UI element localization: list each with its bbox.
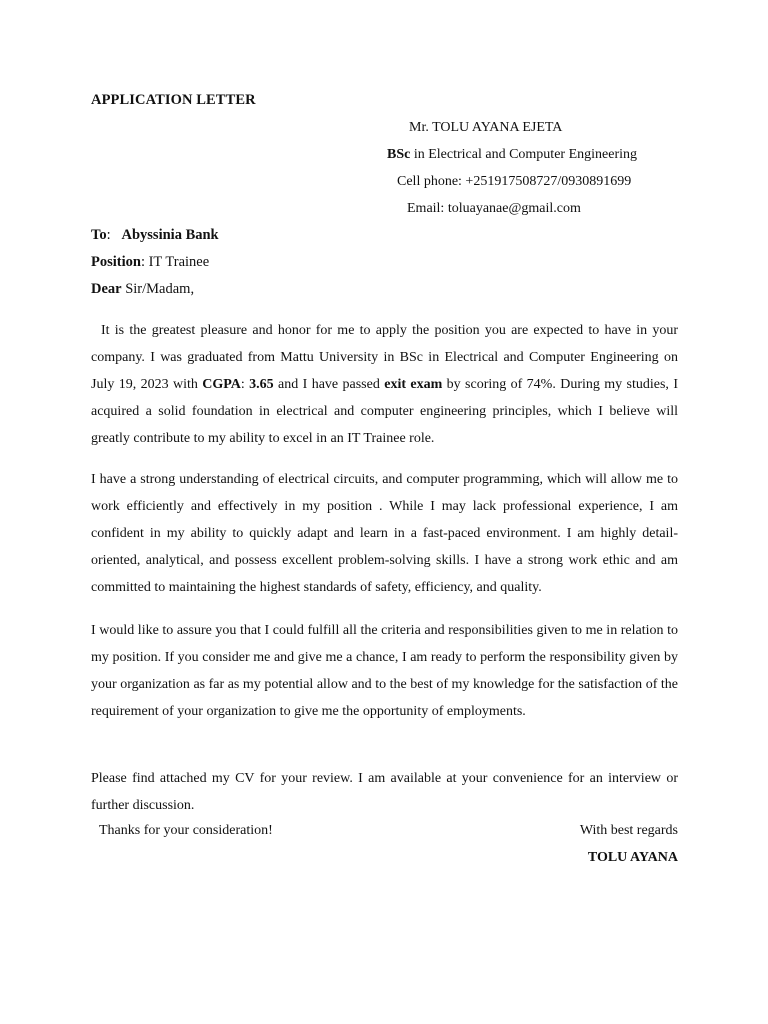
recipient-line [91,227,219,244]
cgpa-label: CGPA [202,377,241,392]
exit-exam: exit exam [384,377,443,392]
dear-label: Dear [91,281,122,297]
position-line [91,254,209,271]
cgpa-colon: : [240,377,250,392]
thanks-line: Thanks for your consideration! [99,823,273,838]
to-label: To [91,227,107,243]
paragraph-2: I have a strong understanding of electrical circuits, and computer programming, which will allow me to work efficiently and effectively in my position . While I may lack professional experience, I am confident in my ability to quickly adapt and learn in a fast-paced environment. I am highly detail-oriented, analytical, and possess excellent problem-solving skills. I have a strong work ethic and am committed to maintaining the highest standards of safety, efficiency, and quality. [91,472,678,595]
cgpa-value: 3.65 [249,377,274,392]
paragraph-4: Please find attached my CV for your review. I am available at your convenience for an interview or further discussion. [91,771,678,813]
sender-name: Mr. TOLU AYANA EJETA [409,120,563,135]
degree-rest: in Electrical and Computer Engineering [410,147,637,162]
signature: TOLU AYANA [587,850,678,865]
p1-text-c: by scoring of 74%. During my studies, I acquired a solid foundation in electrical and computer engineering principles, which I believe will greatly contribute to my ability to excel in an IT Trainee role. [91,377,678,446]
position-value: : IT Trainee [140,254,210,270]
closing-line: With best regards [579,823,678,838]
to-sep: : [106,227,111,243]
paragraph-1 [91,317,678,452]
dear-value: Sir/Madam, [121,281,195,297]
paragraph-3: I would like to assure you that I could fulfill all the criteria and responsibilities given to me in relation to my position. If you consider me and give me a chance, I am ready to perform the responsibility given by your organization as far as my potential allow and to the best of my knowledge for the satisfaction of the requirement of your organization to give me the opportunity of employments. [91,623,678,719]
sender-degree [387,147,637,163]
letter-title: APPLICATION LETTER [91,92,256,108]
salutation [91,281,194,298]
sender-phone: Cell phone: +251917508727/0930891699 [397,174,632,189]
p1-text-a: It is the greatest pleasure and honor for me to apply the position you are expected to have in your company. I was graduated from Mattu University in BSc in Electrical and Computer Engineering on July 19, 2023 with [91,323,678,392]
position-label: Position [91,254,141,270]
sender-email: Email: toluayanae@gmail.com [407,201,581,216]
to-value: Abyssinia Bank [121,227,219,243]
degree-abbr: BSc [387,147,411,162]
p1-text-b: and I have passed [273,377,385,392]
